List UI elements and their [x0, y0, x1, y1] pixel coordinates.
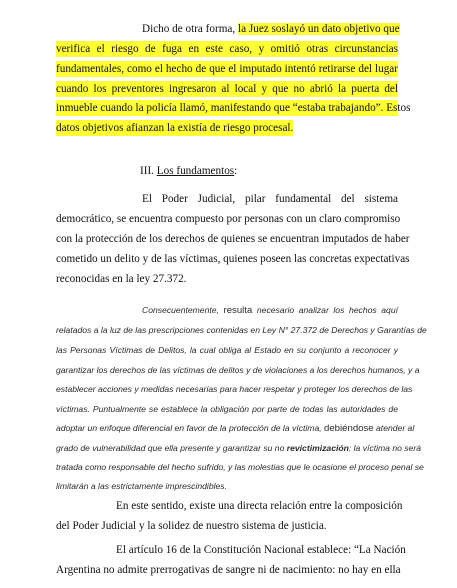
quote-line-10: limitarán a las estrictamente imprescindibles. [56, 481, 227, 491]
section-number: III. [140, 165, 157, 177]
quote-line-7 [56, 422, 415, 435]
paragraph-1-line-3: fundamentales, como el hecho de que el imputado intentó retirarse del lugar [56, 63, 398, 75]
quote-line-3: las Personas Víctimas de Delitos, la cual obliga al Estado en su conjunto a reconocer y [56, 345, 398, 355]
quote-line-2: relatados a la luz de las prescripciones contenidas en Ley N° 27.372 de Derechos y Garantías de [56, 325, 427, 335]
quote-line-1-b: resulta [223, 305, 253, 316]
quote-line-8 [56, 442, 421, 454]
quote-line-9: tratada como responsable del hecho sufrido, y las molestias que le ocasione el proceso penal se [56, 462, 424, 472]
paragraph-1-line-6: datos objetivos afianzan la existía de riesgo procesal. [56, 122, 294, 134]
quote-line-8-bold: revictimización [286, 443, 349, 453]
quote-line-8-a: grado de vulnerabilidad que ella presente y garantizar su no [56, 443, 287, 453]
paragraph-2-line-3: con la protección de los derechos de quienes se encuentran imputados de haber [56, 233, 410, 245]
paragraph-3-line-1: En este sentido, existe una directa relación entre la composición [116, 500, 403, 512]
paragraph-1-line-1-plain: Dicho de otra forma, [142, 23, 238, 35]
section-heading [140, 163, 237, 179]
quote-line-8-c: : la víctima no será [348, 443, 421, 453]
paragraph-2-line-5: reconocidas en la ley 27.372. [56, 273, 187, 285]
quote-line-7-a: adoptar un enfoque diferencial en favor de la protección de la víctima, [56, 423, 325, 433]
paragraph-4-line-1: El artículo 16 de la Constitución Nacional establece: “La Nación [116, 544, 406, 556]
section-title: Los fundamentos [156, 165, 235, 177]
paragraph-3-line-2: del Poder Judicial y la solidez de nuestro sistema de justicia. [56, 520, 327, 532]
quote-line-5: establecer acciones y medidas necesarias para hacer respetar y proteger los derechos de las [56, 384, 413, 394]
quote-line-1-a: Consecuentemente, [142, 305, 224, 315]
paragraph-2-line-2: democrático, se encuentra compuesto por personas con un claro compromiso [56, 213, 401, 225]
quote-line-1-c: necesario analizar los hechos aquí [252, 305, 398, 315]
paragraph-1-line-5: inmueble cuando la policía llamó, manifestando que “estaba trabajando”. Estos [56, 102, 411, 114]
paragraph-1-line-4: cuando los preventores ingresaron al local y que no abrió la puerta del [56, 83, 398, 95]
quote-line-6: víctimas. Puntualmente se establece la obligación por parte de todas las autoridades de [56, 404, 398, 414]
paragraph-1-line-2: verifica el riesgo de fuga en este caso, y omitió otras circunstancias [56, 43, 398, 55]
quote-line-4: garantizar los derechos de las víctimas de delitos y de violaciones a los derechos humanos, y a [56, 365, 420, 375]
paragraph-4-line-2: Argentina no admite prerrogativas de sangre ni de nacimiento: no hay en ella [56, 564, 401, 576]
section-colon: : [234, 165, 238, 177]
paragraph-1-line-1-highlight: la Juez soslayó un dato objetivo que [238, 23, 400, 35]
quote-line-7-c: atender al [373, 423, 415, 433]
paragraph-2-line-4: cometido un delito y de las víctimas, quienes poseen las concretas expectativas [56, 253, 410, 265]
paragraph-1-line-1 [142, 21, 400, 37]
paragraph-2-line-1: El Poder Judicial, pilar fundamental del sistema [142, 193, 398, 205]
quote-line-1 [142, 304, 398, 317]
quote-line-7-b: debiéndose [324, 423, 374, 434]
